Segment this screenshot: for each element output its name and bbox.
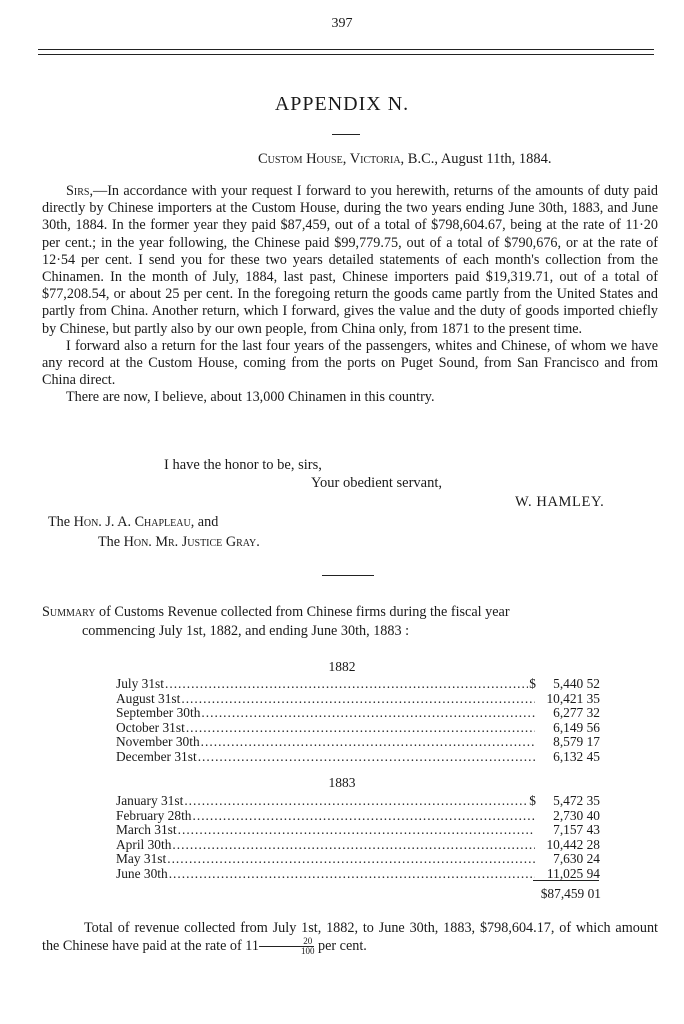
final-paragraph: Total of revenue collected from July 1st, 1882, to June 30th, 1883, $798,604.17, of which amount the Chinese have paid at the rate of 11 $\frac{20}{100}$ per cent. bbox=[42, 920, 658, 957]
section-divider bbox=[322, 575, 374, 576]
table-row: June 30th ..... 11,025 94 bbox=[116, 867, 600, 882]
letter-paragraph-1: Sirs,—In accordance with your request I forward to you herewith, returns of the amounts of duty paid directly by Chinese importers at the Custom House, during the two years ending June 30th, 1883, and June 30th, 1884. In the former year they paid $87,459, out of a total of $798,604.67, being at the rate of 11·20 per cent.; in the year following, the Chinese paid $99,779.75, out of a total of $790,676, or at the rate of 12·54 per cent. I send you for these two years detailed statements of each month's collection from the Chinamen. In the month of July, 1884, last past, Chinese importers paid $19,319.71, out of a total of $77,208.54, or about 25 per cent. In the foregoing return the goods came partly from the United States and partly from China. Another return, which I forward, gives the value and the duty of goods imported chiefly by Chinese, but partly also by our own people, from China only, from 1871 to the present time. bbox=[42, 183, 658, 337]
signature: W. HAMLEY. bbox=[515, 494, 605, 510]
revenue-table-1883 bbox=[116, 794, 600, 882]
table-row: April 30th ..... 10,442 28 bbox=[116, 838, 600, 853]
table-row: December 31st ..... 6,132 45 bbox=[116, 750, 600, 765]
addressee-1: The Hon. J. A. Chapleau, and bbox=[48, 514, 219, 530]
letter-body bbox=[42, 183, 658, 407]
appendix-title: APPENDIX N. bbox=[274, 93, 410, 115]
closing-line-1: I have the honor to be, sirs, bbox=[164, 457, 322, 473]
dateline-date: , B.C., August 11th, 1884. bbox=[400, 151, 552, 167]
dateline-place: Custom House, Victoria bbox=[258, 151, 401, 167]
closing-line-2: Your obedient servant, bbox=[311, 475, 443, 491]
table-row: July 31st ..... $ 5,440 52 bbox=[116, 677, 600, 692]
table-row: January 31st ..... $ 5,472 35 bbox=[116, 794, 600, 809]
header-rule-top bbox=[38, 49, 654, 50]
title-rule bbox=[332, 134, 360, 135]
header-rule-bottom bbox=[38, 54, 654, 55]
total-rule bbox=[533, 880, 599, 881]
table-row: May 31st ..... 7,630 24 bbox=[116, 852, 600, 867]
letter-paragraph-2: I forward also a return for the last four years of the passengers, whites and Chinese, of whom we have any record at the Custom House, coming from the ports on Puget Sound, from San Francisco and from China direct. bbox=[42, 337, 658, 389]
table-row: February 28th ..... 2,730 40 bbox=[116, 809, 600, 824]
table-row: August 31st ..... 10,421 35 bbox=[116, 692, 600, 707]
rate-fraction: $\frac{20}{100}$ bbox=[259, 937, 315, 956]
addressee-2: The Hon. Mr. Justice Gray. bbox=[98, 534, 260, 550]
table-row: September 30th ..... 6,277 32 bbox=[116, 706, 600, 721]
revenue-table-1882 bbox=[116, 677, 600, 765]
salutation: Sirs, bbox=[66, 183, 93, 199]
table-row: March 31st ..... 7,157 43 bbox=[116, 823, 600, 838]
table-row: October 31st ..... 6,149 56 bbox=[116, 721, 600, 736]
summary-heading: Summary of Customs Revenue collected from Chinese firms during the fiscal year commencing July 1st, 1882, and ending June 30th, 1883 : bbox=[42, 604, 510, 639]
page-number: 397 bbox=[331, 16, 353, 31]
table-total: $87,459 01 bbox=[540, 886, 601, 901]
dateline bbox=[258, 151, 551, 168]
year-heading-1883: 1883 bbox=[328, 775, 356, 790]
table-row: November 30th ..... 8,579 17 bbox=[116, 735, 600, 750]
letter-paragraph-3: There are now, I believe, about 13,000 Chinamen in this country. bbox=[66, 389, 435, 406]
year-heading-1882: 1882 bbox=[328, 659, 356, 674]
summary-lead: Summary bbox=[42, 604, 96, 620]
